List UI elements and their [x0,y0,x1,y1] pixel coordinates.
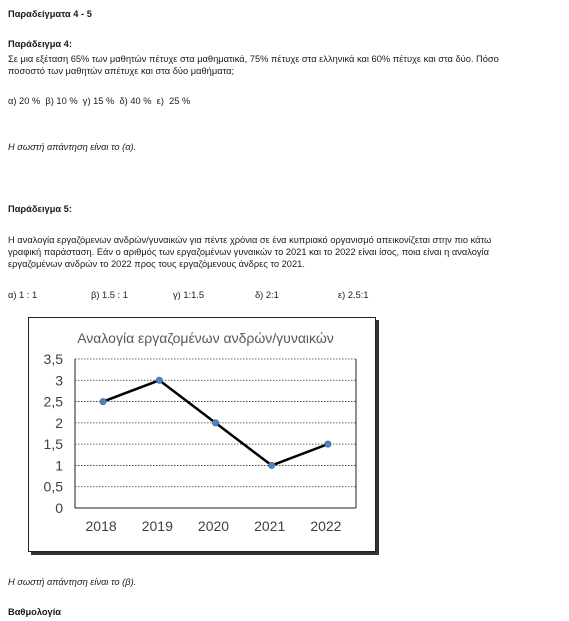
example5-heading: Παράδειγμα 5: [8,204,72,214]
example5-option-b: β) 1.5 : 1 [91,290,128,300]
example5-answer: Η σωστή απάντηση είναι το (β). [8,577,137,587]
x-tick-label: 2021 [254,518,286,534]
data-point [269,462,275,468]
chart-title: Αναλογία εργαζομένων ανδρών/γυναικών [77,330,334,346]
example5-option-c: γ) 1:1.5 [173,290,205,300]
data-point [212,420,218,426]
y-tick-label: 3,5 [43,351,63,367]
y-tick-label: 0 [55,500,63,516]
data-point [325,441,331,447]
y-tick-label: 2 [55,414,63,431]
data-point [100,398,106,404]
example4-text-line1: Σε μια εξέταση 65% των μαθητών πέτυχε στα μαθηματικά, 75% πέτυχε στα ελληνικά και 60% πέτυχε και στα δύο. Πόσο [8,54,499,64]
page-header: Παραδείγματα 4 - 5 [8,9,92,19]
x-tick-label: 2019 [141,518,173,534]
scoring-heading: Βαθμολογία [8,607,62,617]
data-point [156,377,162,383]
chart-frame [28,317,376,552]
example5-text-line3: εργαζομένων ανδρών το 2022 προς τους εργαζόμενους άνδρες το 2021. [8,259,305,269]
example5-text-line2: γραφική παράσταση. Εάν ο αριθμός των εργαζομένων γυναικών το 2021 και το 2022 είναι ίσος, ποια είναι η αναλογία [8,247,489,257]
example5-option-d: δ) 2:1 [255,290,279,300]
example5-option-e: ε) 2.5:1 [338,290,369,300]
example5-option-a: α) 1 : 1 [8,290,38,300]
example4-text-line2: ποσοστό των μαθητών απέτυχε και στα δύο μαθήματα; [8,66,235,76]
x-tick-label: 2022 [310,518,342,534]
example5-text-line1: Η αναλογία εργαζόμενων ανδρών/γυναικών για πέντε χρόνια σε ένα κυπριακό οργανισμό απεικονίζεται στην πιο κάτω [8,235,492,245]
x-tick-label: 2018 [85,518,117,534]
x-tick-label: 2020 [197,518,230,534]
y-tick-label: 3 [55,372,63,389]
y-tick-label: 2,5 [43,393,63,410]
y-tick-label: 0,5 [43,478,63,495]
example4-heading: Παράδειγμα 4: [8,39,72,49]
y-tick-label: 1 [55,457,63,474]
line-chart [29,318,375,551]
y-tick-label: 1,5 [43,436,63,453]
example4-options: α) 20 % β) 10 % γ) 15 % δ) 40 % ε) 25 % [8,96,191,106]
example4-answer: Η σωστή απάντηση είναι το (α). [8,142,137,152]
